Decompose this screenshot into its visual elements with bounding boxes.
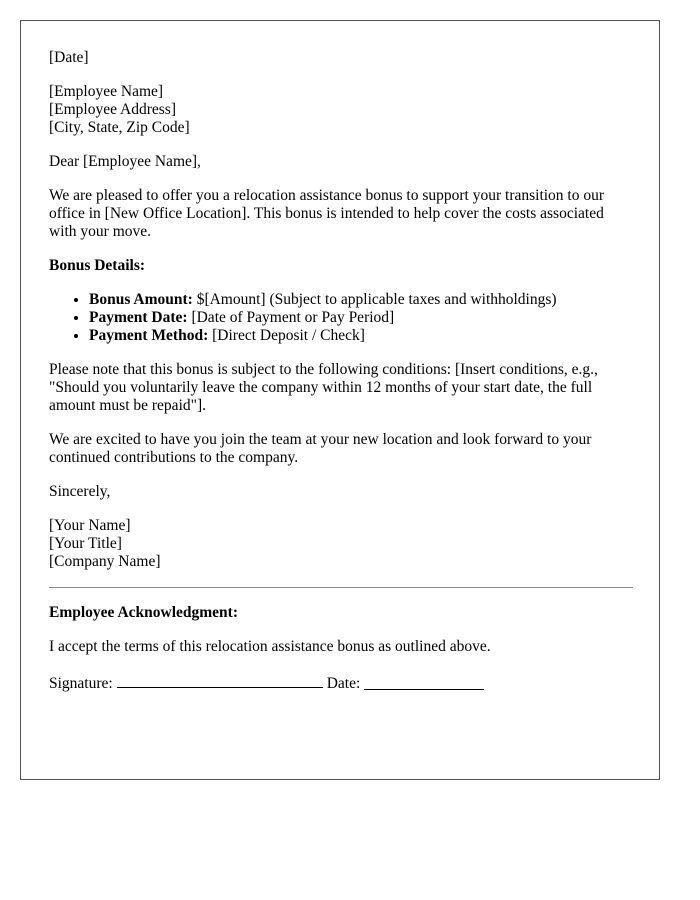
recipient-city-state-zip: [City, State, Zip Code]: [49, 119, 190, 136]
sender-name: [Your Name]: [49, 517, 131, 534]
detail-value: [Date of Payment or Pay Period]: [187, 309, 395, 326]
intro-paragraph: We are pleased to offer you a relocation assistance bonus to support your transition to our office in [New Office Location]. This bonus is intended to help cover the costs associated with your move.: [49, 187, 605, 240]
closing-paragraph: We are excited to have you join the team at your new location and look forward to your continued contributions to the company.: [49, 431, 592, 466]
valediction: Sincerely,: [49, 483, 111, 500]
letter-page: [20, 20, 660, 780]
detail-label: Payment Method:: [89, 327, 209, 344]
detail-value: $[Amount] (Subject to applicable taxes and withholdings): [192, 291, 557, 308]
letter-date: [Date]: [49, 49, 89, 66]
detail-bonus-amount: [89, 291, 631, 309]
detail-payment-date: [89, 309, 631, 327]
signature-label: Signature:: [49, 675, 113, 692]
date-line[interactable]: [364, 674, 484, 690]
detail-label: Payment Date:: [89, 309, 188, 326]
bonus-details-list: [49, 291, 631, 345]
recipient-block: [49, 83, 631, 137]
signature-row: [49, 672, 631, 693]
detail-label: Bonus Amount:: [89, 291, 193, 308]
signature-line[interactable]: [117, 672, 323, 688]
recipient-address: [Employee Address]: [49, 101, 176, 118]
sender-block: [49, 517, 631, 571]
conditions-paragraph: Please note that this bonus is subject to the following conditions: [Insert conditions, e.g., "Should you voluntarily leave the company within 12 months of your start date, the full amount must be repaid"].: [49, 361, 598, 414]
acknowledgment-heading: Employee Acknowledgment:: [49, 604, 239, 621]
detail-payment-method: [89, 327, 631, 345]
sender-title: [Your Title]: [49, 535, 122, 552]
recipient-name: [Employee Name]: [49, 83, 164, 100]
salutation: Dear [Employee Name],: [49, 153, 201, 170]
bonus-details-heading: Bonus Details:: [49, 257, 146, 274]
section-divider: [49, 587, 633, 588]
date-label: Date:: [326, 675, 361, 692]
sender-company: [Company Name]: [49, 553, 161, 570]
detail-value: [Direct Deposit / Check]: [208, 327, 365, 344]
acknowledgment-statement: I accept the terms of this relocation assistance bonus as outlined above.: [49, 638, 491, 655]
